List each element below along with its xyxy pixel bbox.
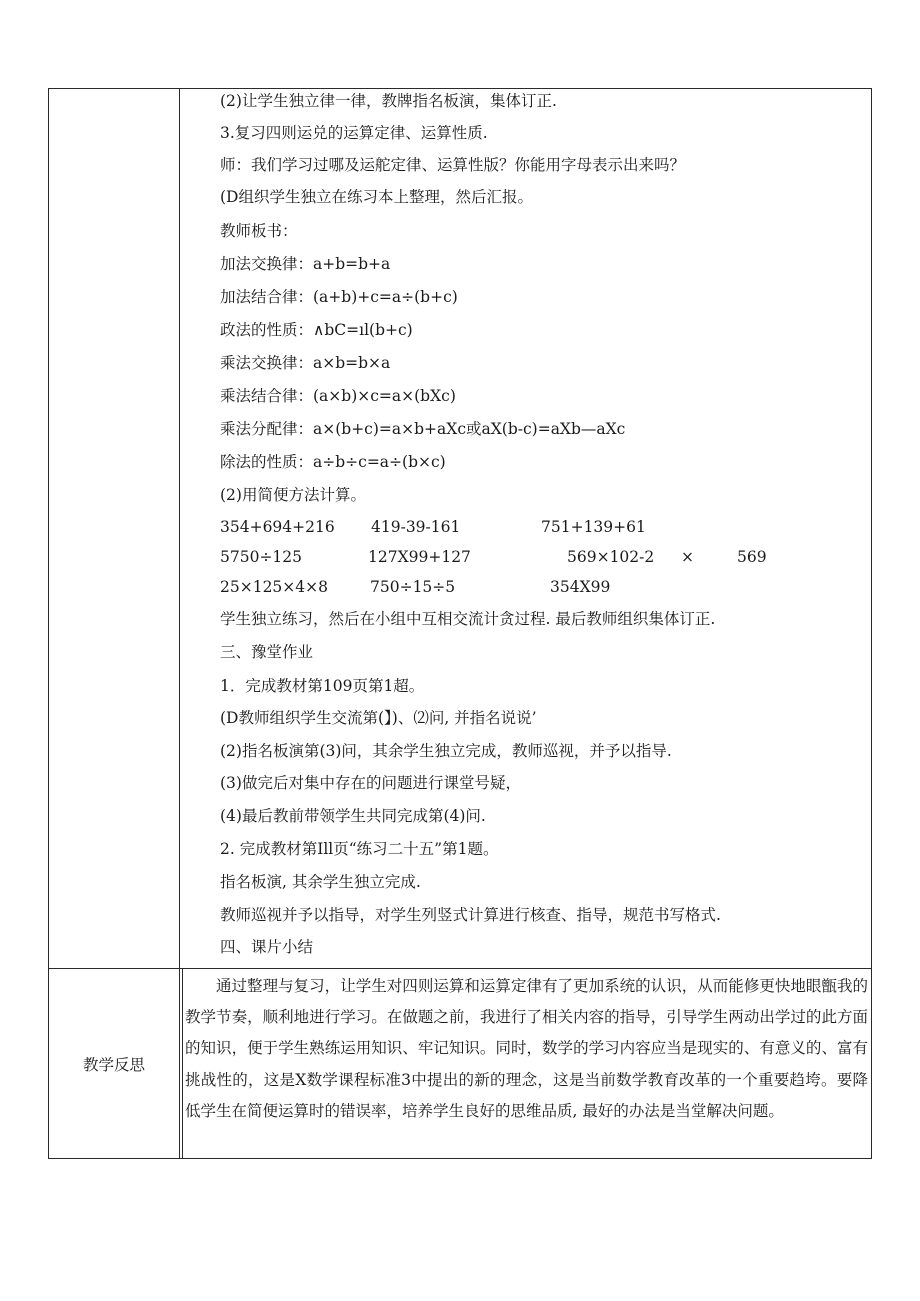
- content-line: (2)让学生独立律一律，教牌指名板演，集体订正.: [220, 92, 557, 110]
- calc-expression: 354X99: [550, 578, 611, 596]
- table-column-divider-inner: [182, 968, 183, 1159]
- content-line: (4)最后教前带领学生共同完成第(4)问.: [220, 807, 486, 825]
- content-line: 1．完成教材第109页第1超。: [220, 677, 425, 695]
- calc-expression: ×: [681, 548, 694, 566]
- reflection-paragraph: 通过整理与复习，让学生对四则运算和运算定律有了更加系统的认识，从而能修更快地眼甑我的教学节奏，顺利地进行学习。在做题之前，我进行了相关内容的指导，引导学生两动出学过的此方面的知识，便于学生熟练运用知识、牢记知识。同时，数学的学习内容应当是现实的、有意义的、富有挑战性的，这是X数学课程标准3中提出的新的理念，这是当前数学教育改革的一个重要趋垮。要降低学生在简便运算时的错误率，培养学生良好的思维品质, 最好的办法是当堂解决问题。: [185, 977, 868, 1120]
- calc-expression: 569: [737, 548, 767, 566]
- content-line: 2. 完成教材第Ill页“练习二十五”第1题。: [220, 840, 499, 858]
- table-border-bottom: [48, 1158, 872, 1159]
- table-border-right: [871, 88, 872, 1159]
- calc-expression: 25×125×4×8: [220, 578, 328, 596]
- content-line: 3.复习四则运兑的运算定律、运算性质.: [220, 124, 488, 142]
- calc-expression: 751+139+61: [541, 518, 646, 536]
- table-column-divider: [179, 88, 180, 1159]
- content-line: 除法的性质：a÷b÷c=a÷(b×c): [220, 453, 446, 471]
- content-line: 学生独立练习，然后在小组中互相交流计贪过程. 最后教师组织集体订正.: [220, 610, 716, 628]
- content-line: (D教师组织学生交流第(】)、⑵问, 并指名说说’: [220, 709, 537, 727]
- content-line: 教师巡视并予以指导，对学生列竖式计算进行核查、指导，规范书写格式.: [220, 906, 721, 924]
- content-line: 教师板书：: [220, 222, 298, 240]
- table-border-top: [48, 88, 872, 89]
- content-line: 乘法结合律：(a×b)×c=a×(bXc): [220, 387, 456, 405]
- content-line: 三、豫堂作业: [220, 643, 314, 661]
- content-line: 四、课片小结: [220, 938, 314, 956]
- reflection-label: 教学反思: [82, 1056, 145, 1074]
- content-line: 师：我们学习过哪及运舵定律、运算性版？你能用字母表示出来吗？: [220, 156, 686, 174]
- table-row-divider: [48, 968, 872, 969]
- content-line: (3)做完后对集中存在的问题进行课堂号疑，: [220, 774, 521, 792]
- content-line: 加法交换律：a+b=b+a: [220, 255, 391, 273]
- content-line: 指名板演, 其余学生独立完成.: [220, 873, 421, 891]
- content-line: (2)用简便方法计算。: [220, 486, 366, 504]
- content-line: 加法结合律：(a+b)+c=a÷(b+c): [220, 288, 458, 306]
- content-line: (D组织学生独立在练习本上整理，然后汇报。: [220, 188, 533, 206]
- calc-expression: 419-39-161: [371, 518, 461, 536]
- calc-expression: 5750÷125: [220, 548, 303, 566]
- calc-expression: 127X99+127: [368, 548, 471, 566]
- content-line: (2)指名板演第(3)问，其余学生独立完成，教师巡视，并予以指导.: [220, 742, 672, 760]
- content-line: 政法的性质：∧bC=ıl(b+c): [220, 321, 413, 339]
- content-line: 乘法交换律：a×b=b×a: [220, 354, 391, 372]
- calc-expression: 569×102-2: [567, 548, 655, 566]
- calc-expression: 750÷15÷5: [370, 578, 456, 596]
- calc-expression: 354+694+216: [220, 518, 335, 536]
- content-line: 乘法分配律：a×(b+c)=a×b+aXc或aX(b-c)=aXb—aXc: [220, 420, 626, 438]
